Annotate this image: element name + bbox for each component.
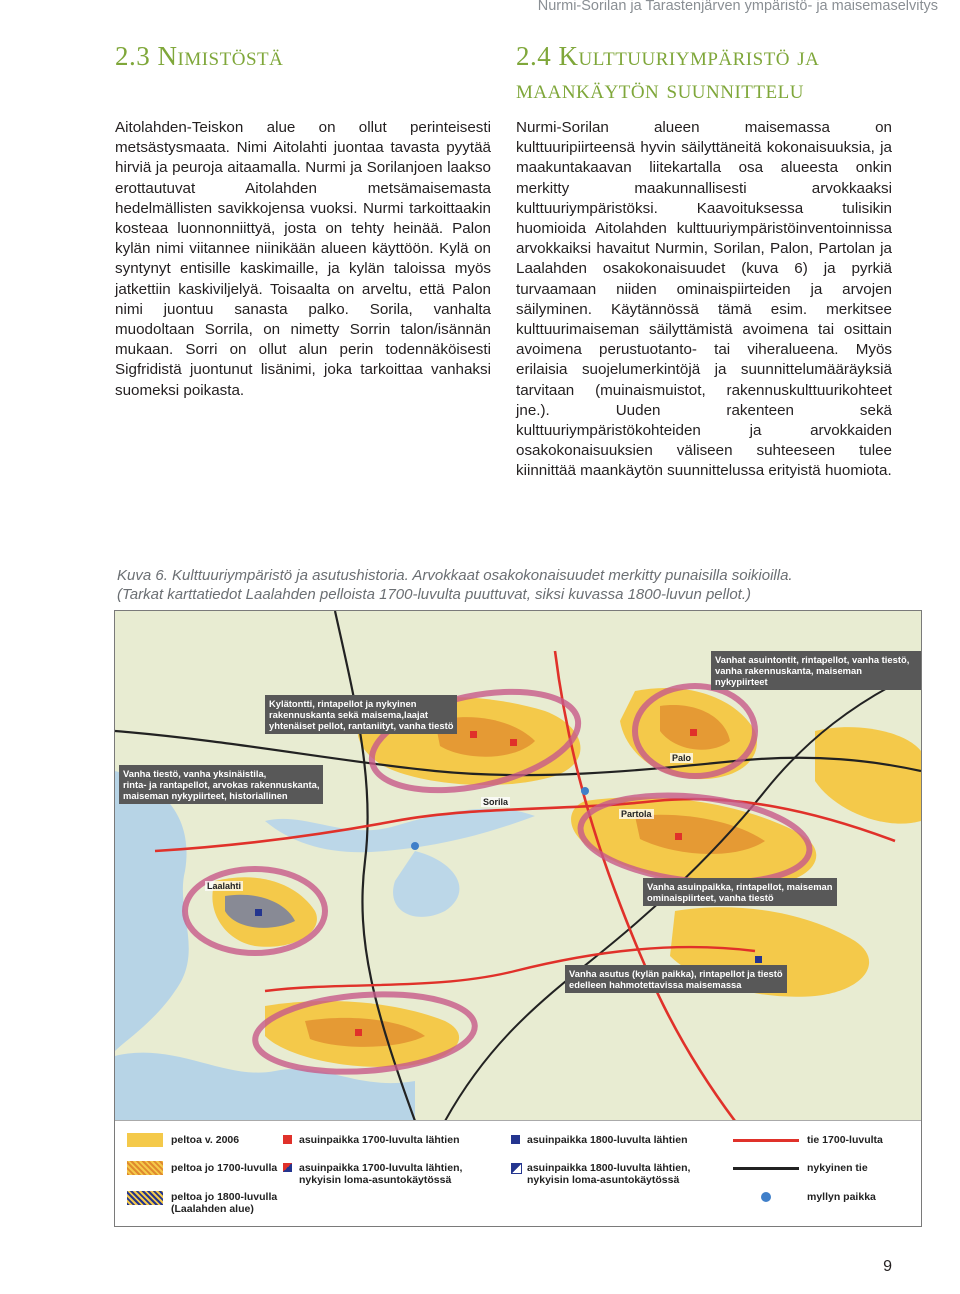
dwelling-1700-marker — [690, 729, 697, 736]
dwelling-1800-marker — [755, 956, 762, 963]
dwelling-1800-marker — [255, 909, 262, 916]
legend-swatch-dwelling-1800 — [511, 1135, 520, 1144]
dwelling-1700-marker — [510, 739, 517, 746]
place-label-laalahti: Laalahti — [207, 881, 242, 891]
dwelling-1700-marker — [355, 1029, 362, 1036]
section-title-nimistosta: 2.3 Nimistöstä — [115, 41, 284, 71]
right-column-body: Nurmi-Sorilan alueen maisemassa on kulttuuripiirteensä hyvin säilyttäneitä kokonaisuuksia, ja maakuntakaavan liitekartalla osa alueesta onkin merkitty maakunnallisesti arvokkaaksi kulttuuriympäristöksi. Kaavoituksessa tulisikin huomioida Aitolahden kulttuuriympäristöinventoinnissa arvokkaiksi havaitut Nurmin, Sorilan, Palon, Partolan ja Laalahden osakokonaisuudet (kuva 6) ja pyrkiä turvaamaan niiden ominaispiirteiden ja arvojen säilyminen. Käytännössä tämä esim. merkitsee kulttuurimaiseman säilyttämistä avoimena tai osittain avoimena perustuotanto- tai viheralueena. Myös erilaisia suojelumerkintöjä ja suunnittelumääräyksiä tarvitaan (muinaismuistot, rakennuskulttuurikohteet jne.). Uuden rakenteen sekä kulttuuriympäristökohteiden ja arvokkaiden osakokonaisuuksien väliseen suhteeseen tulee kiinnittää maankäytön suunnittelussa erityistä huomiota. — [516, 119, 892, 480]
annotation-top-center: Kylätontti, rintapellot ja nykyinen rakennuskanta sekä maisema,laajat yhtenäiset pellot, rantaniityt, vanha tiestö — [265, 695, 457, 734]
place-label-partola: Partola — [621, 809, 652, 819]
legend-dwelling-1800: asuinpaikka 1800-luvulta lähtien — [527, 1134, 688, 1146]
place-label-sorila: Sorila — [483, 797, 509, 807]
legend-fields-1800: peltoa jo 1800-luvulla (Laalahden alue) — [171, 1191, 278, 1215]
legend-dwelling-1700-holiday: asuinpaikka 1700-luvulta lähtien, nykyisin loma-asuntokäytössä — [299, 1162, 463, 1186]
annotation-bottom-right: Vanha asutus (kylän paikka), rintapellot ja tiestö edelleen hahmotettavissa maisemassa — [565, 965, 787, 993]
annotation-top-right: Vanhat asuintontit, rintapellot, vanha tiestö, vanha rakennuskanta, maiseman nykypiirteet — [711, 651, 921, 690]
annotation-left: Vanha tiestö, vanha yksinäistila, rinta- ja rantapellot, arvokas rakennuskanta, maiseman nykypiirteet, historiallinen — [119, 765, 323, 804]
legend-mill: myllyn paikka — [807, 1191, 876, 1203]
legend-swatch-road-1700 — [733, 1139, 799, 1142]
legend-dwelling-1800-holiday: asuinpaikka 1800-luvulta lähtien, nykyisin loma-asuntokäytössä — [527, 1162, 691, 1186]
legend-swatch-fields-2006 — [127, 1133, 163, 1147]
dwelling-1700-marker — [675, 833, 682, 840]
legend-fields-2006: peltoa v. 2006 — [171, 1134, 240, 1146]
place-label-palo: Palo — [672, 753, 692, 763]
caption-line-1: Kuva 6. Kulttuuriympäristö ja asutushistoria. Arvokkaat osakokonaisuudet merkitty punaisilla soikioilla. — [117, 567, 793, 584]
annotation-middle-right: Vanha asuinpaikka, rintapellot, maiseman ominaispiirteet, vanha tiestö — [643, 878, 837, 906]
legend-swatch-fields-1800 — [127, 1191, 163, 1205]
legend-swatch-road-current — [733, 1167, 799, 1170]
section-title-kulttuuriymparisto: 2.4 Kulttuuriympäristö ja maankäytön suunnittelu — [516, 41, 820, 104]
figure-caption — [117, 566, 917, 604]
legend-swatch-fields-1700 — [127, 1161, 163, 1175]
map-legend — [115, 1120, 921, 1226]
legend-swatch-dwelling-1700 — [283, 1135, 292, 1144]
mill-marker — [581, 787, 589, 795]
legend-fields-1700: peltoa jo 1700-luvulla — [171, 1162, 278, 1174]
dwelling-1700-marker — [470, 731, 477, 738]
page-number: 9 — [883, 1258, 892, 1275]
mill-marker — [411, 842, 419, 850]
legend-swatch-mill — [761, 1192, 771, 1202]
culture-map — [114, 610, 922, 1227]
legend-swatch-dwelling-1800-holiday — [511, 1163, 522, 1174]
legend-road-current: nykyinen tie — [807, 1162, 868, 1174]
caption-line-2: (Tarkat karttatiedot Laalahden pelloista 1700-luvulta puuttuvat, siksi kuvassa 1800-luvun pellot.) — [117, 586, 751, 603]
legend-road-1700: tie 1700-luvulta — [807, 1134, 883, 1146]
legend-dwelling-1700: asuinpaikka 1700-luvulta lähtien — [299, 1134, 460, 1146]
left-column-body: Aitolahden-Teiskon alue on ollut perinteisesti metsästysmaata. Nimi Aitolahti juontaa tavasta pyytää hirviä ja peuroja aitaamalla. Nurmi ja Sorilanjoen laakso erottautuvat Aitolahden metsämaisemasta hedelmällisten savikkojensa vuoksi. Nurmi tarkoittaakin kosteaa luonnonniittyä, josta on tehty heinää. Palon kylän nimi viitannee niinikään alueen käyttöön. Kylä on syntynyt entisille kaskimaille, ja kylän taloissa myös jatkettiin kaskiviljelyä. Toisaalta on arveltu, että Palon nimi juontuu sanasta palko. Sorila, vanhalta muodoltaan Sorrila, on nimetty Sorrin talon/isännän mukaan. Sorri on ollut alun perin todennäköisesti Sigfridistä juontunut lisänimi, joka tarkoittaa vanhaksi suomeksi poikasta. — [115, 119, 491, 399]
running-header: Nurmi-Sorilan ja Tarastenjärven ympäristö- ja maisemaselvitys — [537, 0, 938, 14]
legend-swatch-dwelling-1700-holiday — [283, 1163, 292, 1172]
